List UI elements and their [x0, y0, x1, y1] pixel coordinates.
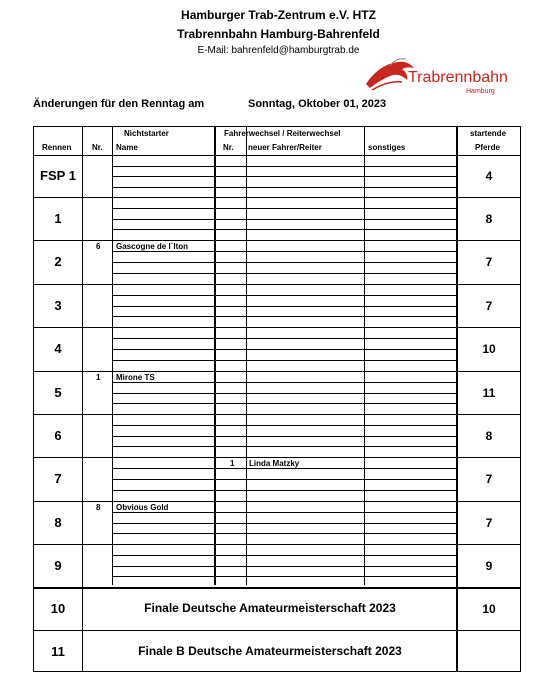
- race-number: 8: [54, 514, 62, 530]
- sub-row-rule: [214, 187, 246, 188]
- sub-row-rule: [214, 219, 246, 220]
- logo-subtext: Hamburg: [466, 88, 495, 95]
- row-rule: [34, 630, 520, 631]
- starting-horses-count: 7: [485, 298, 493, 313]
- organization-title: Hamburger Trab-Zentrum e.V. HTZ: [181, 8, 376, 22]
- sub-row-rule: [214, 382, 246, 383]
- col-line-nr: [112, 127, 113, 585]
- row-rule: [34, 544, 520, 545]
- sub-row-rule: [112, 166, 214, 167]
- sub-row-rule: [364, 360, 456, 361]
- sub-row-rule: [112, 208, 214, 209]
- sub-row-rule: [246, 382, 364, 383]
- header-rule: [34, 155, 520, 156]
- sub-row-rule: [112, 273, 214, 274]
- sub-row-rule: [364, 166, 456, 167]
- sub-row-rule: [246, 576, 364, 577]
- sub-row-rule: [364, 523, 456, 524]
- sub-row-rule: [112, 576, 214, 577]
- header-nr-2: Nr.: [223, 143, 234, 152]
- sub-row-rule: [112, 555, 214, 556]
- sub-row-rule: [214, 295, 246, 296]
- starting-horses-count: 9: [485, 558, 493, 573]
- header-sonstiges: sonstiges: [368, 143, 406, 152]
- sub-row-rule: [112, 316, 214, 317]
- sub-row-rule: [246, 262, 364, 263]
- sub-row-rule: [364, 295, 456, 296]
- sub-row-rule: [214, 479, 246, 480]
- starting-horses-count: 10: [482, 601, 496, 616]
- sub-row-rule: [112, 382, 214, 383]
- sub-row-rule: [214, 273, 246, 274]
- race-number: 7: [54, 471, 62, 486]
- sub-row-rule: [214, 425, 246, 426]
- sub-row-rule: [246, 251, 364, 252]
- col-line-rennen: [82, 127, 83, 671]
- sub-row-rule: [214, 229, 246, 230]
- sub-row-rule: [364, 566, 456, 567]
- sub-row-rule: [364, 446, 456, 447]
- race-number: 11: [51, 643, 65, 659]
- sub-row-rule: [246, 219, 364, 220]
- sub-row-rule: [112, 468, 214, 469]
- sub-row-rule: [112, 512, 214, 513]
- sub-row-rule: [214, 523, 246, 524]
- sub-row-rule: [246, 446, 364, 447]
- sub-row-rule: [246, 187, 364, 188]
- race-number: 9: [54, 557, 62, 573]
- sub-row-rule: [364, 382, 456, 383]
- trabrennbahn-logo: [360, 52, 520, 104]
- sub-row-rule: [246, 295, 364, 296]
- sub-row-rule: [214, 533, 246, 534]
- sub-row-rule: [246, 533, 364, 534]
- sub-row-rule: [364, 251, 456, 252]
- sub-row-rule: [246, 403, 364, 404]
- nonstarter-number: 8: [96, 503, 101, 512]
- starting-horses-count: 7: [485, 515, 493, 530]
- sub-row-rule: [112, 490, 214, 491]
- sub-row-rule: [112, 251, 214, 252]
- sub-row-rule: [246, 360, 364, 361]
- sub-row-rule: [246, 349, 364, 350]
- sub-row-rule: [112, 566, 214, 567]
- changes-label: Änderungen für den Renntag am: [33, 98, 205, 110]
- sub-row-rule: [364, 403, 456, 404]
- race-number: 2: [54, 254, 62, 269]
- sub-row-rule: [364, 338, 456, 339]
- row-rule: [34, 457, 520, 458]
- row-rule: [34, 587, 520, 589]
- sub-row-rule: [364, 262, 456, 263]
- sub-row-rule: [364, 349, 456, 350]
- sub-row-rule: [246, 490, 364, 491]
- sub-row-rule: [214, 403, 246, 404]
- track-title: Trabrennbahn Hamburg-Bahrenfeld: [177, 27, 380, 41]
- sub-row-rule: [246, 523, 364, 524]
- email-line: E-Mail: bahrenfeld@hamburgtrab.de: [197, 45, 360, 56]
- sub-row-rule: [112, 425, 214, 426]
- race-date: Sonntag, Oktober 01, 2023: [248, 98, 387, 110]
- header-rennen: Rennen: [42, 143, 72, 152]
- sub-row-rule: [112, 338, 214, 339]
- sub-row-rule: [112, 446, 214, 447]
- sub-row-rule: [112, 262, 214, 263]
- sub-row-rule: [364, 273, 456, 274]
- race-number: FSP 1: [40, 168, 76, 183]
- sub-row-rule: [214, 490, 246, 491]
- sub-row-rule: [214, 555, 246, 556]
- nonstarter-name: Obvious Gold: [116, 503, 169, 512]
- sub-row-rule: [246, 166, 364, 167]
- sub-row-rule: [112, 436, 214, 437]
- header-fahrerwechsel: Fahrerwechsel / Reiterwechsel: [224, 129, 341, 138]
- sub-row-rule: [364, 229, 456, 230]
- sub-row-rule: [246, 208, 364, 209]
- sub-row-rule: [246, 176, 364, 177]
- starting-horses-count: 10: [482, 342, 496, 356]
- sub-row-rule: [112, 229, 214, 230]
- sub-row-rule: [364, 316, 456, 317]
- sub-row-rule: [214, 316, 246, 317]
- nonstarter-name: Mirone TS: [116, 373, 155, 382]
- sub-row-rule: [364, 393, 456, 394]
- race-number: 10: [50, 600, 66, 616]
- race-number: 5: [54, 384, 62, 400]
- race-changes-table: [33, 126, 521, 672]
- sub-row-rule: [112, 523, 214, 524]
- header-nichtstarter: Nichtstarter: [124, 129, 169, 138]
- sub-row-rule: [112, 533, 214, 534]
- starting-horses-count: 8: [485, 428, 493, 443]
- sub-row-rule: [364, 576, 456, 577]
- sub-row-rule: [246, 436, 364, 437]
- sub-row-rule: [214, 208, 246, 209]
- col-line-group-split: [214, 127, 216, 585]
- header-new-driver: neuer Fahrer/Reiter: [248, 143, 322, 152]
- sub-row-rule: [214, 468, 246, 469]
- sub-row-rule: [112, 360, 214, 361]
- sub-row-rule: [214, 262, 246, 263]
- sub-row-rule: [214, 251, 246, 252]
- sub-row-rule: [246, 468, 364, 469]
- sub-row-rule: [364, 306, 456, 307]
- race-number: 6: [54, 427, 62, 443]
- sub-row-rule: [364, 512, 456, 513]
- sub-row-rule: [364, 219, 456, 220]
- row-rule: [34, 501, 520, 502]
- nonstarter-number: 1: [96, 373, 101, 382]
- starting-horses-count: 7: [485, 255, 493, 269]
- sub-row-rule: [246, 273, 364, 274]
- sub-row-rule: [112, 403, 214, 404]
- sub-row-rule: [214, 576, 246, 577]
- row-rule: [34, 197, 520, 198]
- sub-row-rule: [112, 295, 214, 296]
- starting-horses-count: 7: [485, 472, 493, 486]
- sub-row-rule: [214, 360, 246, 361]
- sub-row-rule: [214, 166, 246, 167]
- sub-row-rule: [246, 479, 364, 480]
- sub-row-rule: [364, 425, 456, 426]
- row-rule: [34, 327, 520, 328]
- race-number: 1: [54, 210, 62, 226]
- sub-row-rule: [364, 468, 456, 469]
- row-rule: [34, 240, 520, 241]
- sub-row-rule: [112, 176, 214, 177]
- nonstarter-name: Gascogne de l`Iton: [116, 242, 189, 251]
- sub-row-rule: [112, 187, 214, 188]
- sub-row-rule: [246, 229, 364, 230]
- finale-title: Finale Deutsche Amateurmeisterschaft 2023: [144, 600, 396, 615]
- header-name: Name: [116, 143, 138, 152]
- row-rule: [34, 371, 520, 372]
- race-number: 4: [54, 341, 62, 356]
- sub-row-rule: [364, 176, 456, 177]
- col-line-driver: [364, 127, 365, 585]
- sub-row-rule: [364, 436, 456, 437]
- row-rule: [34, 414, 520, 415]
- sub-row-rule: [214, 349, 246, 350]
- sub-row-rule: [214, 436, 246, 437]
- sub-row-rule: [246, 393, 364, 394]
- sub-row-rule: [214, 446, 246, 447]
- sub-row-rule: [214, 338, 246, 339]
- sub-row-rule: [246, 338, 364, 339]
- header-startende: startende: [470, 129, 507, 138]
- sub-row-rule: [364, 555, 456, 556]
- sub-row-rule: [246, 566, 364, 567]
- sub-row-rule: [246, 306, 364, 307]
- header-nr: Nr.: [92, 143, 103, 152]
- sub-row-rule: [364, 533, 456, 534]
- sub-row-rule: [364, 479, 456, 480]
- sub-row-rule: [112, 349, 214, 350]
- sub-row-rule: [364, 208, 456, 209]
- row-rule: [34, 284, 520, 285]
- sub-row-rule: [246, 316, 364, 317]
- sub-row-rule: [112, 393, 214, 394]
- sub-row-rule: [112, 306, 214, 307]
- sub-row-rule: [364, 187, 456, 188]
- race-number: 3: [54, 297, 62, 313]
- col-line-nr2: [246, 127, 247, 585]
- sub-row-rule: [112, 219, 214, 220]
- starting-horses-count: 4: [485, 169, 493, 183]
- sub-row-rule: [214, 176, 246, 177]
- sub-row-rule: [246, 555, 364, 556]
- sub-row-rule: [214, 393, 246, 394]
- sub-row-rule: [214, 306, 246, 307]
- sub-row-rule: [112, 479, 214, 480]
- finale-title: Finale B Deutsche Amateurmeisterschaft 2023: [138, 643, 402, 658]
- logo-wordmark: Trabrennbahn: [408, 69, 508, 86]
- sub-row-rule: [214, 566, 246, 567]
- new-driver-name: Linda Matzky: [249, 459, 300, 468]
- starting-horses-count: 8: [485, 211, 493, 226]
- sub-row-rule: [214, 512, 246, 513]
- driver-change-number: 1: [230, 459, 235, 468]
- sub-row-rule: [246, 425, 364, 426]
- sub-row-rule: [364, 490, 456, 491]
- nonstarter-number: 6: [96, 242, 101, 251]
- header-pferde: Pferde: [475, 143, 500, 152]
- starting-horses-count: 11: [482, 385, 496, 400]
- sub-row-rule: [246, 512, 364, 513]
